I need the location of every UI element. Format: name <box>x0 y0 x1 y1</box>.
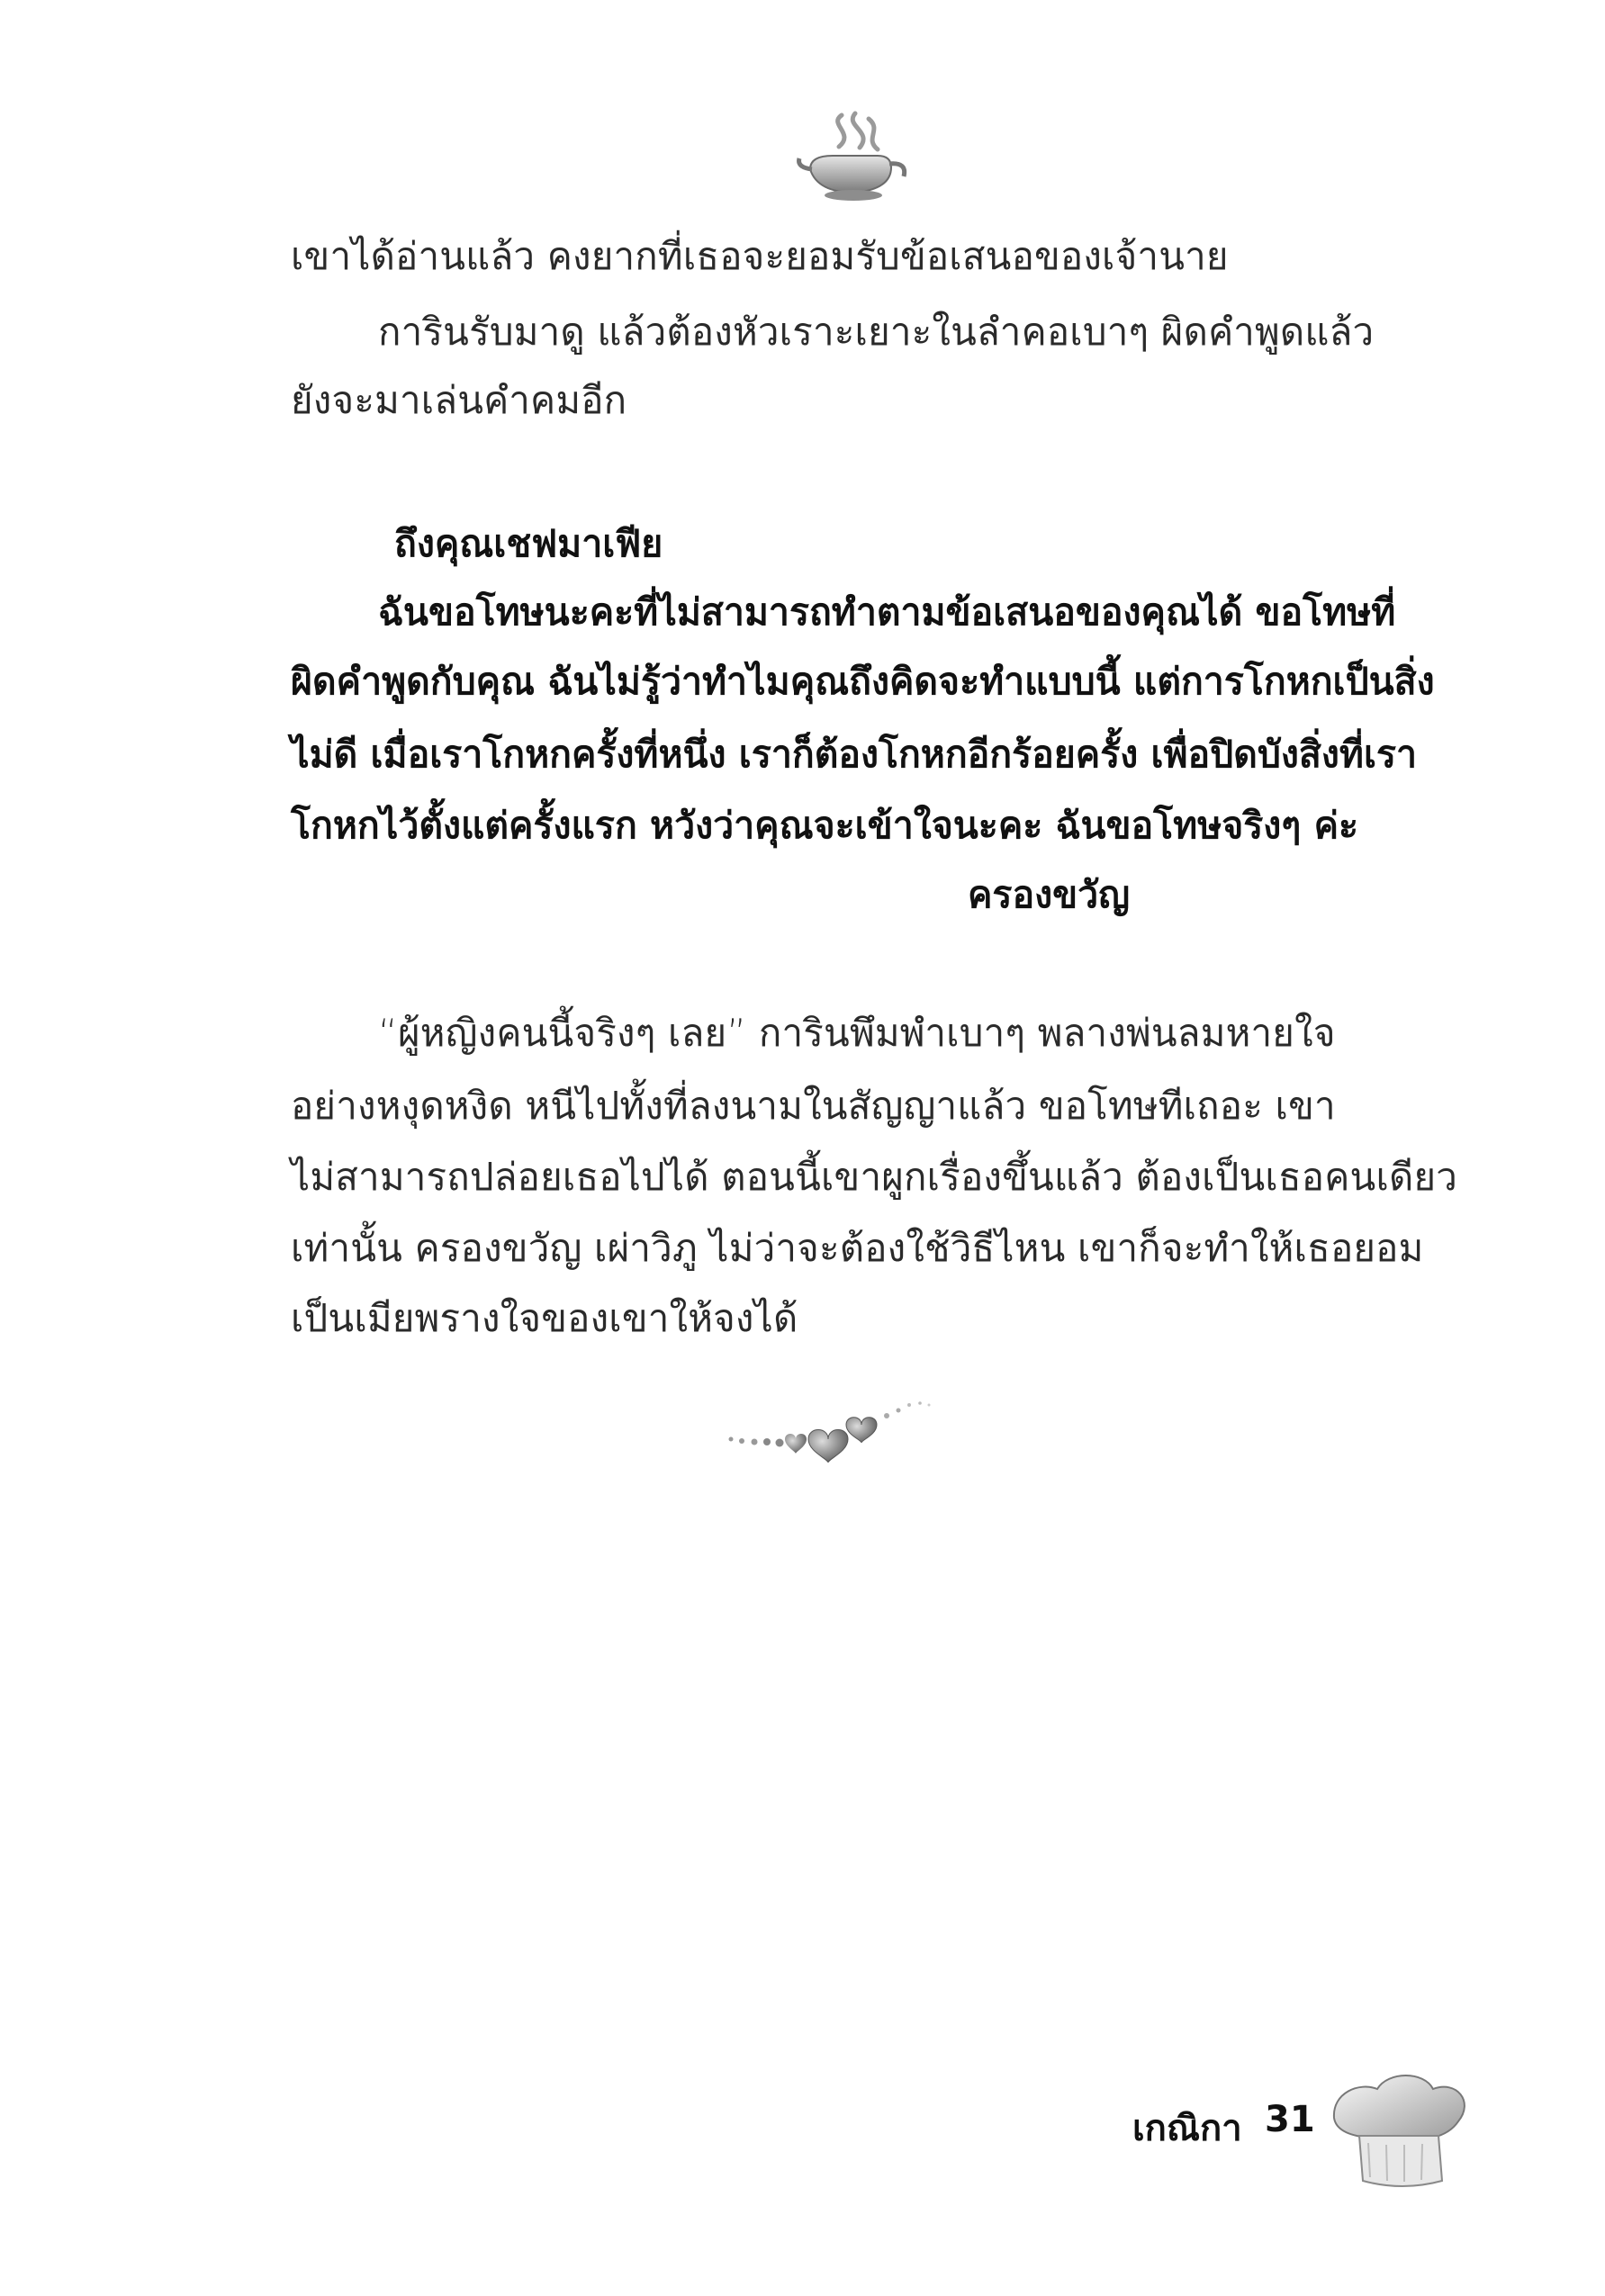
teapot-ornament-icon <box>792 106 909 205</box>
paragraph-line: ยังจะมาเล่นคำคมอีก <box>291 378 627 422</box>
paragraph-line: เท่านั้น ครองขวัญ เผ่าวิภู ไม่ว่าจะต้องใช้วิธีไหน เขาก็จะทำให้เธอยอม <box>291 1226 1424 1270</box>
letter-line: โกหกไว้ตั้งแต่ครั้งแรก หวังว่าคุณจะเข้าใจนะคะ ฉันขอโทษจริงๆ ค่ะ <box>291 804 1359 847</box>
paragraph-line: การินรับมาดู แล้วต้องหัวเราะเยาะในลำคอเบาๆ ผิดคำพูดแล้ว <box>378 310 1375 354</box>
page-number: 31 <box>1265 2099 1315 2140</box>
letter-line: ผิดคำพูดกับคุณ ฉันไม่รู้ว่าทำไมคุณถึงคิดจะทำแบบนี้ แต่การโกหกเป็นสิ่ง <box>291 660 1435 703</box>
book-title: เกณิกา <box>1132 2108 1242 2149</box>
paragraph-line: อย่างหงุดหงิด หนีไปทั้งที่ลงนามในสัญญาแล้ว ขอโทษทีเถอะ เขา <box>291 1084 1336 1128</box>
letter-line: ไม่ดี เมื่อเราโกหกครั้งที่หนึ่ง เราก็ต้องโกหกอีกร้อยครั้ง เพื่อปิดบังสิ่งที่เรา <box>291 733 1418 776</box>
letter-greeting: ถึงคุณเชฟมาเฟีย <box>394 522 663 565</box>
paragraph-line: “ผู้หญิงคนนี้จริงๆ เลย” การินพึมพำเบาๆ พลางพ่นลมหายใจ <box>378 1011 1336 1055</box>
letter-line: ฉันขอโทษนะคะที่ไม่สามารถทำตามข้อเสนอของคุณได้ ขอโทษที่ <box>378 590 1396 634</box>
letter-signature: ครองขวัญ <box>968 873 1131 916</box>
chef-hat-icon <box>1323 2066 1476 2201</box>
paragraph-line: เป็นเมียพรางใจของเขาให้จงได้ <box>291 1296 798 1340</box>
hearts-divider-icon <box>720 1391 990 1463</box>
paragraph-line: เขาได้อ่านแล้ว คงยากที่เธอจะยอมรับข้อเสนอของเจ้านาย <box>291 234 1229 278</box>
paragraph-line: ไม่สามารถปล่อยเธอไปได้ ตอนนี้เขาผูกเรื่องขึ้นแล้ว ต้องเป็นเธอคนเดียว <box>291 1155 1458 1199</box>
